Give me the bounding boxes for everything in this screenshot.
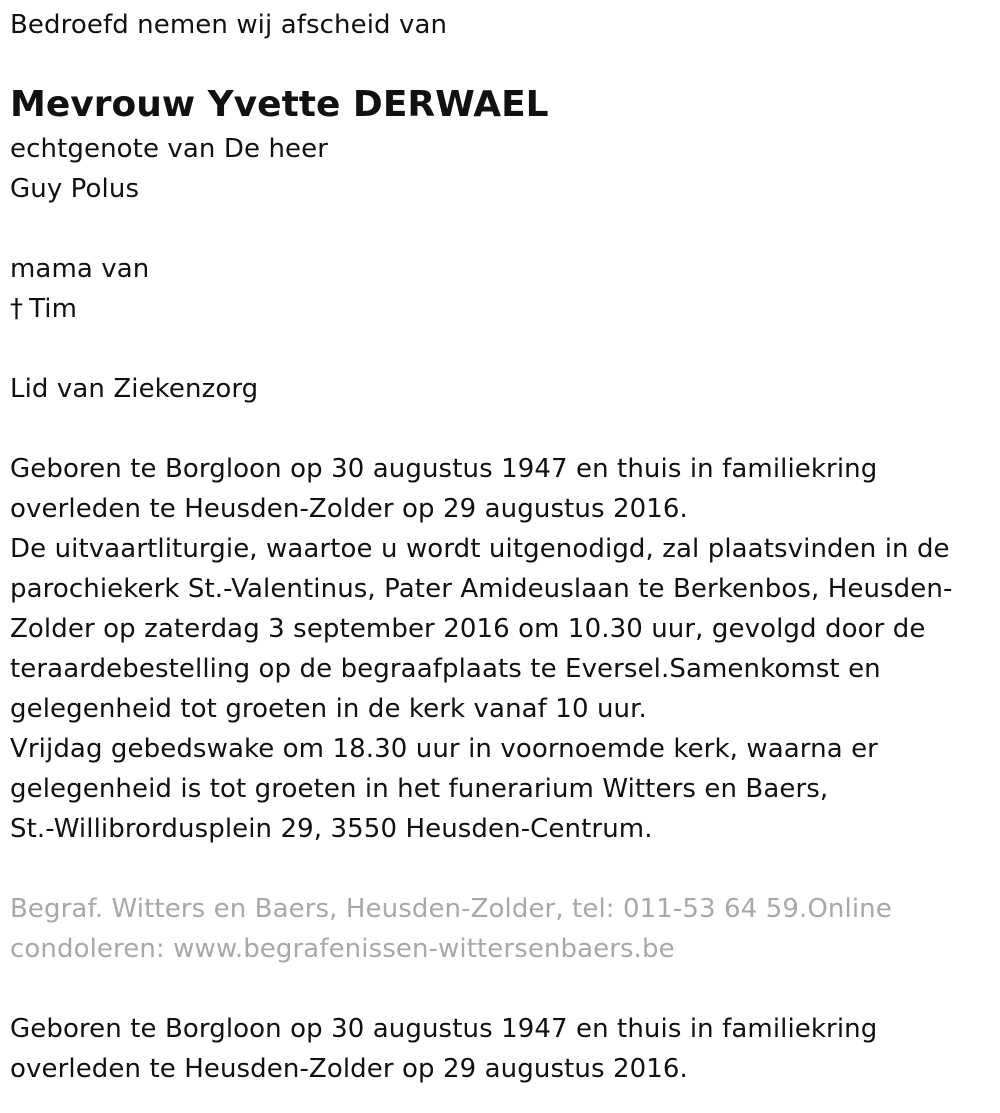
- repeat-line: overleden te Heusden-Zolder op 29 augustus 2016.: [10, 1054, 688, 1084]
- details-line: teraardebestelling op de begraafplaats te Eversel.Samenkomst en: [10, 654, 881, 684]
- child-entry: [10, 289, 990, 329]
- cross-icon: †: [10, 294, 24, 324]
- details-line: Zolder op zaterdag 3 september 2016 om 10.30 uur, gevolgd door de: [10, 614, 926, 644]
- repeat-block: [10, 1009, 990, 1089]
- details-line: De uitvaartliturgie, waartoe u wordt uitgenodigd, zal plaatsvinden in de: [10, 534, 950, 564]
- children-label: mama van: [10, 254, 150, 284]
- details-line: Vrijdag gebedswake om 18.30 uur in voornoemde kerk, waarna er: [10, 734, 878, 764]
- funeral-home-block: [10, 889, 990, 969]
- details-line: overleden te Heusden-Zolder op 29 augustus 2016.: [10, 494, 688, 524]
- spouse-line-1: echtgenote van De heer: [10, 134, 329, 164]
- details-line: Geboren te Borgloon op 30 augustus 1947 en thuis in familiekring: [10, 454, 878, 484]
- deceased-name: Mevrouw Yvette DERWAEL: [10, 84, 549, 125]
- details-line: parochiekerk St.-Valentinus, Pater Amideuslaan te Berkenbos, Heusden-: [10, 574, 953, 604]
- obituary-notice: [0, 5, 1000, 1113]
- funeral-home-line: Begraf. Witters en Baers, Heusden-Zolder, tel: 011-53 64 59.Online: [10, 894, 892, 924]
- details-line: gelegenheid is tot groeten in het funerarium Witters en Baers,: [10, 774, 829, 804]
- repeat-line: Geboren te Borgloon op 30 augustus 1947 en thuis in familiekring: [10, 1014, 878, 1044]
- funeral-home-line: condoleren: www.begrafenissen-wittersenbaers.be: [10, 934, 675, 964]
- membership-text: Lid van Ziekenzorg: [10, 374, 259, 404]
- intro-text: Bedroefd nemen wij afscheid van: [10, 10, 448, 40]
- details-line: St.-Willibrordusplein 29, 3550 Heusden-Centrum.: [10, 814, 653, 844]
- details-line: gelegenheid tot groeten in de kerk vanaf 10 uur.: [10, 694, 647, 724]
- details-block: [10, 449, 990, 849]
- child-name: Tim: [29, 294, 78, 324]
- spouse-line-2: Guy Polus: [10, 174, 140, 204]
